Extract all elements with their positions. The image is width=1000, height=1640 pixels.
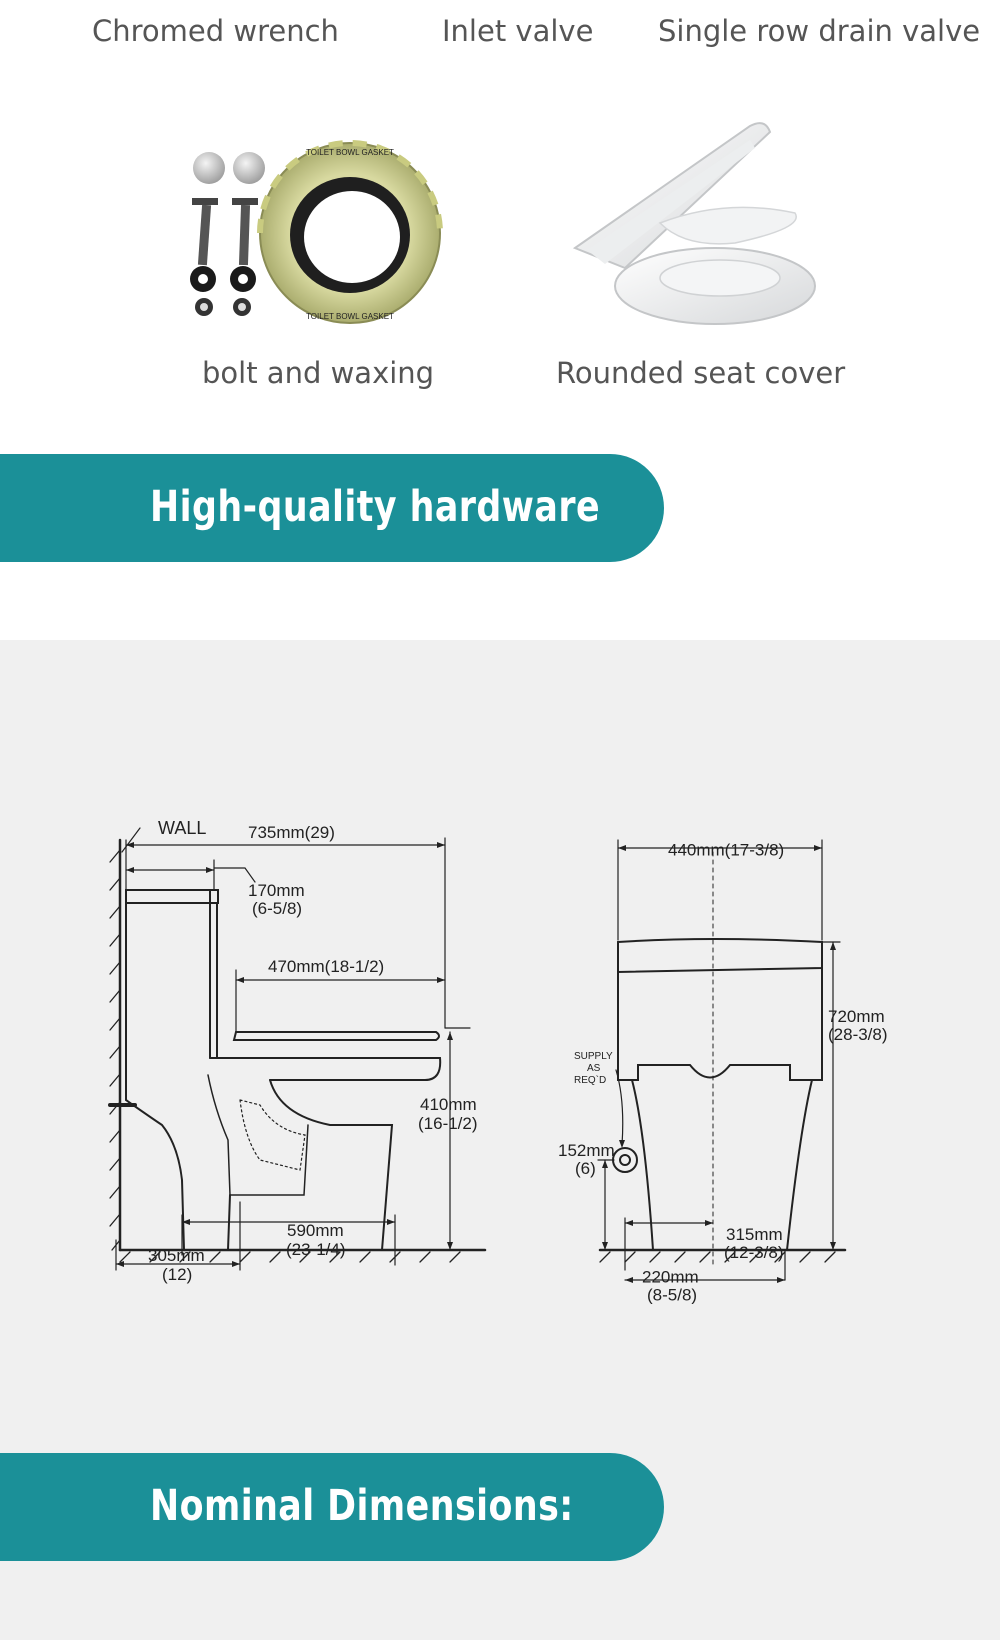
- inlet-valve-label: Inlet valve: [442, 14, 594, 48]
- dimension-lines: [598, 840, 840, 1280]
- bolt-cap-icon: [193, 152, 225, 184]
- pedestal-right: [787, 1080, 812, 1250]
- dim-total-mm: 720mm: [828, 1007, 885, 1026]
- wall-label: WALL: [158, 818, 207, 838]
- dim-supply-in: (6): [575, 1159, 596, 1178]
- tank-lid: [126, 890, 218, 903]
- wax-ring-print-text: TOILET BOWL GASKET: [306, 148, 394, 157]
- bolt-icon: [192, 198, 218, 205]
- tank-lid: [618, 939, 822, 972]
- dim-seat: 470mm(18-1/2): [268, 957, 385, 976]
- toilet-back-outline: [126, 902, 184, 1250]
- supply-note-2: AS: [587, 1063, 601, 1074]
- dim-supply-mm: 152mm: [558, 1141, 615, 1160]
- dimensions-banner-title: Nominal Dimensions:: [150, 1481, 574, 1531]
- bowl-rim: [210, 1058, 440, 1080]
- drain-valve-label: Single row drain valve: [658, 14, 981, 48]
- dim-length: 735mm(29): [248, 823, 335, 842]
- dim-base-mm: 590mm: [287, 1221, 344, 1240]
- dim-height-mm: 410mm: [420, 1095, 477, 1114]
- dim-rough-in: (12): [162, 1265, 193, 1284]
- seat-cover-image: [565, 118, 825, 333]
- bolt-caption: bolt and waxing: [202, 356, 435, 390]
- dim-base-in: (23-1/4): [286, 1240, 346, 1259]
- bolt-cap-icon: [233, 152, 265, 184]
- dim-tank-mm: 170mm: [248, 881, 305, 900]
- wall-leader: [122, 828, 140, 852]
- dim-tank-in: (6-5/8): [252, 899, 303, 918]
- seat-outline: [234, 1032, 439, 1040]
- wall-hatch: [110, 850, 120, 1250]
- dim-rough-mm: 305mm: [148, 1246, 205, 1265]
- floor-hatch: [600, 1252, 835, 1262]
- bolt-wax-ring-image: [180, 135, 450, 330]
- chromed-wrench-label: Chromed wrench: [92, 14, 339, 48]
- bolt-icon: [232, 198, 258, 205]
- dimensions-banner: [0, 1453, 664, 1561]
- dim-b-in: (12-3/8): [724, 1243, 784, 1262]
- trapway-outline: [240, 1100, 305, 1170]
- seat-caption: Rounded seat cover: [556, 356, 846, 390]
- dim-a-mm: 220mm: [642, 1267, 699, 1287]
- hardware-banner-title: High-quality hardware: [150, 482, 601, 532]
- wax-ring-print-text: TOILET BOWL GASKET: [306, 312, 394, 321]
- side-view-drawing: [100, 810, 500, 1330]
- supply-note-3: REQ`D: [574, 1075, 607, 1086]
- supply-note-1: SUPPLY: [574, 1051, 613, 1062]
- tank-body: [618, 968, 822, 1080]
- dim-width: 440mm(17-3/8): [668, 840, 785, 860]
- dim-a-in: (8-5/8): [647, 1285, 698, 1305]
- hardware-banner: [0, 454, 664, 562]
- dim-b-mm: 315mm: [726, 1225, 783, 1244]
- dim-total-in: (28-3/8): [828, 1025, 888, 1044]
- supply-valve-icon: [613, 1148, 637, 1172]
- front-view-drawing: [550, 840, 888, 1340]
- dim-height-in: (16-1/2): [418, 1114, 478, 1133]
